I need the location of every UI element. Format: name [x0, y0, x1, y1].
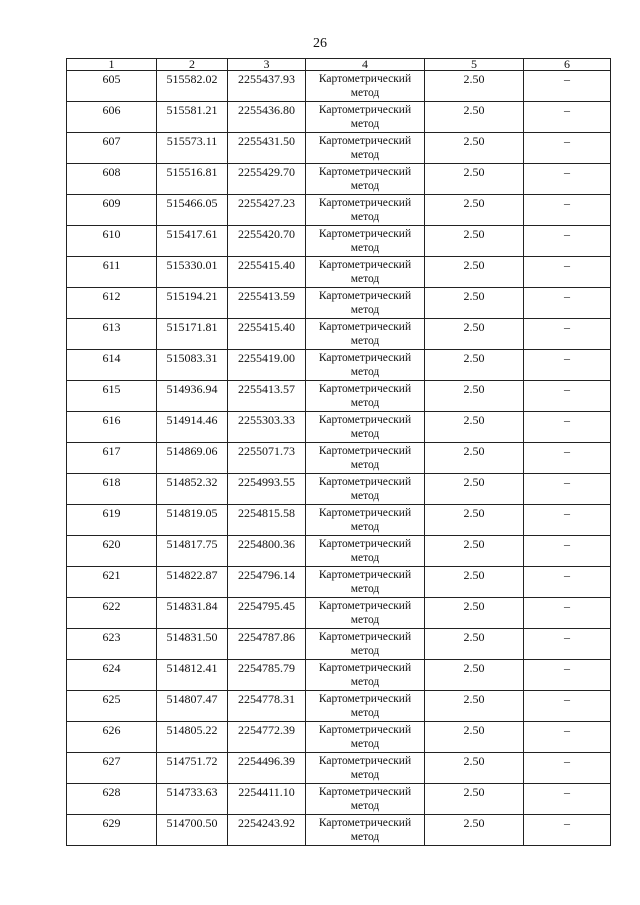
- cell-x-coordinate: 515581.21: [157, 102, 228, 133]
- column-header: 2: [157, 59, 228, 71]
- table-row: [67, 598, 611, 629]
- cell-y-coordinate: 2254785.79: [228, 660, 306, 691]
- cell-y-coordinate: 2255413.59: [228, 288, 306, 319]
- cell-point-number: 628: [67, 784, 157, 815]
- table-body: [67, 71, 611, 846]
- cell-point-number: 613: [67, 319, 157, 350]
- table-row: [67, 629, 611, 660]
- cell-method: Картометрический метод: [306, 815, 425, 846]
- cell-point-number: 625: [67, 691, 157, 722]
- cell-x-coordinate: 515417.61: [157, 226, 228, 257]
- cell-x-coordinate: 514831.84: [157, 598, 228, 629]
- cell-accuracy: 2.50: [425, 443, 524, 474]
- cell-point-number: 611: [67, 257, 157, 288]
- cell-note: –: [524, 412, 611, 443]
- cell-accuracy: 2.50: [425, 474, 524, 505]
- cell-y-coordinate: 2255437.93: [228, 71, 306, 102]
- cell-x-coordinate: 515171.81: [157, 319, 228, 350]
- cell-note: –: [524, 257, 611, 288]
- cell-point-number: 618: [67, 474, 157, 505]
- cell-accuracy: 2.50: [425, 722, 524, 753]
- coordinates-table: [66, 58, 611, 846]
- table-row: [67, 350, 611, 381]
- cell-method: Картометрический метод: [306, 722, 425, 753]
- table-header-row: [67, 59, 611, 71]
- cell-y-coordinate: 2254787.86: [228, 629, 306, 660]
- cell-method: Картометрический метод: [306, 536, 425, 567]
- cell-method: Картометрический метод: [306, 505, 425, 536]
- cell-x-coordinate: 514805.22: [157, 722, 228, 753]
- table-row: [67, 474, 611, 505]
- cell-point-number: 609: [67, 195, 157, 226]
- cell-method: Картометрический метод: [306, 350, 425, 381]
- cell-x-coordinate: 514807.47: [157, 691, 228, 722]
- cell-method: Картометрический метод: [306, 598, 425, 629]
- table-row: [67, 195, 611, 226]
- cell-note: –: [524, 567, 611, 598]
- cell-note: –: [524, 815, 611, 846]
- cell-note: –: [524, 381, 611, 412]
- table-row: [67, 691, 611, 722]
- cell-method: Картометрический метод: [306, 443, 425, 474]
- cell-y-coordinate: 2255436.80: [228, 102, 306, 133]
- cell-point-number: 608: [67, 164, 157, 195]
- cell-point-number: 610: [67, 226, 157, 257]
- cell-x-coordinate: 515083.31: [157, 350, 228, 381]
- cell-method: Картометрический метод: [306, 381, 425, 412]
- table-row: [67, 815, 611, 846]
- cell-x-coordinate: 515573.11: [157, 133, 228, 164]
- cell-method: Картометрический метод: [306, 784, 425, 815]
- cell-method: Картометрический метод: [306, 288, 425, 319]
- cell-x-coordinate: 514733.63: [157, 784, 228, 815]
- cell-y-coordinate: 2254772.39: [228, 722, 306, 753]
- cell-point-number: 619: [67, 505, 157, 536]
- cell-method: Картометрический метод: [306, 195, 425, 226]
- cell-accuracy: 2.50: [425, 536, 524, 567]
- cell-point-number: 629: [67, 815, 157, 846]
- cell-y-coordinate: 2255413.57: [228, 381, 306, 412]
- cell-point-number: 624: [67, 660, 157, 691]
- cell-method: Картометрический метод: [306, 102, 425, 133]
- cell-accuracy: 2.50: [425, 226, 524, 257]
- cell-note: –: [524, 722, 611, 753]
- cell-accuracy: 2.50: [425, 319, 524, 350]
- cell-note: –: [524, 71, 611, 102]
- table-row: [67, 133, 611, 164]
- column-header: 5: [425, 59, 524, 71]
- cell-accuracy: 2.50: [425, 133, 524, 164]
- table-row: [67, 412, 611, 443]
- cell-method: Картометрический метод: [306, 474, 425, 505]
- cell-x-coordinate: 514751.72: [157, 753, 228, 784]
- table-row: [67, 536, 611, 567]
- cell-y-coordinate: 2254411.10: [228, 784, 306, 815]
- page-number: 26: [313, 36, 327, 51]
- cell-note: –: [524, 350, 611, 381]
- cell-method: Картометрический метод: [306, 164, 425, 195]
- cell-y-coordinate: 2254815.58: [228, 505, 306, 536]
- cell-x-coordinate: 514852.32: [157, 474, 228, 505]
- table-row: [67, 784, 611, 815]
- cell-y-coordinate: 2254778.31: [228, 691, 306, 722]
- cell-note: –: [524, 598, 611, 629]
- cell-note: –: [524, 505, 611, 536]
- cell-point-number: 607: [67, 133, 157, 164]
- table-row: [67, 443, 611, 474]
- cell-point-number: 614: [67, 350, 157, 381]
- cell-point-number: 626: [67, 722, 157, 753]
- cell-x-coordinate: 514700.50: [157, 815, 228, 846]
- cell-y-coordinate: 2254496.39: [228, 753, 306, 784]
- cell-y-coordinate: 2255420.70: [228, 226, 306, 257]
- cell-method: Картометрический метод: [306, 567, 425, 598]
- cell-x-coordinate: 514914.46: [157, 412, 228, 443]
- column-header: 1: [67, 59, 157, 71]
- cell-x-coordinate: 514817.75: [157, 536, 228, 567]
- cell-x-coordinate: 514869.06: [157, 443, 228, 474]
- cell-point-number: 605: [67, 71, 157, 102]
- cell-note: –: [524, 226, 611, 257]
- cell-method: Картометрический метод: [306, 753, 425, 784]
- table-row: [67, 164, 611, 195]
- cell-method: Картометрический метод: [306, 319, 425, 350]
- cell-point-number: 622: [67, 598, 157, 629]
- cell-accuracy: 2.50: [425, 288, 524, 319]
- cell-accuracy: 2.50: [425, 412, 524, 443]
- cell-point-number: 616: [67, 412, 157, 443]
- cell-x-coordinate: 515330.01: [157, 257, 228, 288]
- cell-accuracy: 2.50: [425, 381, 524, 412]
- cell-accuracy: 2.50: [425, 164, 524, 195]
- cell-y-coordinate: 2255429.70: [228, 164, 306, 195]
- cell-x-coordinate: 515194.21: [157, 288, 228, 319]
- cell-x-coordinate: 514819.05: [157, 505, 228, 536]
- cell-method: Картометрический метод: [306, 133, 425, 164]
- table-row: [67, 288, 611, 319]
- table-row: [67, 257, 611, 288]
- cell-method: Картометрический метод: [306, 71, 425, 102]
- cell-x-coordinate: 515582.02: [157, 71, 228, 102]
- cell-x-coordinate: 514812.41: [157, 660, 228, 691]
- cell-y-coordinate: 2254800.36: [228, 536, 306, 567]
- cell-method: Картометрический метод: [306, 226, 425, 257]
- cell-accuracy: 2.50: [425, 195, 524, 226]
- cell-point-number: 617: [67, 443, 157, 474]
- cell-accuracy: 2.50: [425, 257, 524, 288]
- column-header: 3: [228, 59, 306, 71]
- table-row: [67, 660, 611, 691]
- cell-x-coordinate: 514822.87: [157, 567, 228, 598]
- cell-y-coordinate: 2254796.14: [228, 567, 306, 598]
- cell-note: –: [524, 629, 611, 660]
- cell-method: Картометрический метод: [306, 691, 425, 722]
- cell-note: –: [524, 660, 611, 691]
- cell-y-coordinate: 2254795.45: [228, 598, 306, 629]
- cell-y-coordinate: 2254993.55: [228, 474, 306, 505]
- column-header: 4: [306, 59, 425, 71]
- cell-x-coordinate: 515466.05: [157, 195, 228, 226]
- cell-x-coordinate: 514936.94: [157, 381, 228, 412]
- cell-note: –: [524, 536, 611, 567]
- cell-note: –: [524, 133, 611, 164]
- cell-point-number: 615: [67, 381, 157, 412]
- cell-y-coordinate: 2255415.40: [228, 257, 306, 288]
- cell-note: –: [524, 753, 611, 784]
- table-row: [67, 71, 611, 102]
- cell-y-coordinate: 2255431.50: [228, 133, 306, 164]
- cell-note: –: [524, 784, 611, 815]
- cell-y-coordinate: 2255419.00: [228, 350, 306, 381]
- cell-point-number: 623: [67, 629, 157, 660]
- cell-accuracy: 2.50: [425, 71, 524, 102]
- cell-note: –: [524, 164, 611, 195]
- cell-y-coordinate: 2255071.73: [228, 443, 306, 474]
- cell-accuracy: 2.50: [425, 660, 524, 691]
- table-row: [67, 722, 611, 753]
- cell-x-coordinate: 515516.81: [157, 164, 228, 195]
- cell-note: –: [524, 102, 611, 133]
- cell-accuracy: 2.50: [425, 350, 524, 381]
- cell-note: –: [524, 691, 611, 722]
- table-row: [67, 102, 611, 133]
- table-row: [67, 753, 611, 784]
- cell-y-coordinate: 2255415.40: [228, 319, 306, 350]
- cell-accuracy: 2.50: [425, 102, 524, 133]
- cell-y-coordinate: 2255427.23: [228, 195, 306, 226]
- table-row: [67, 319, 611, 350]
- cell-note: –: [524, 288, 611, 319]
- cell-method: Картометрический метод: [306, 629, 425, 660]
- cell-accuracy: 2.50: [425, 815, 524, 846]
- cell-note: –: [524, 474, 611, 505]
- cell-x-coordinate: 514831.50: [157, 629, 228, 660]
- cell-y-coordinate: 2255303.33: [228, 412, 306, 443]
- cell-accuracy: 2.50: [425, 691, 524, 722]
- cell-method: Картометрический метод: [306, 412, 425, 443]
- table-row: [67, 381, 611, 412]
- cell-accuracy: 2.50: [425, 753, 524, 784]
- cell-point-number: 606: [67, 102, 157, 133]
- cell-point-number: 621: [67, 567, 157, 598]
- cell-method: Картометрический метод: [306, 257, 425, 288]
- cell-y-coordinate: 2254243.92: [228, 815, 306, 846]
- table-row: [67, 567, 611, 598]
- table-row: [67, 505, 611, 536]
- cell-note: –: [524, 443, 611, 474]
- cell-point-number: 612: [67, 288, 157, 319]
- cell-accuracy: 2.50: [425, 784, 524, 815]
- column-header: 6: [524, 59, 611, 71]
- cell-note: –: [524, 319, 611, 350]
- cell-accuracy: 2.50: [425, 567, 524, 598]
- cell-accuracy: 2.50: [425, 598, 524, 629]
- table-row: [67, 226, 611, 257]
- cell-accuracy: 2.50: [425, 629, 524, 660]
- cell-accuracy: 2.50: [425, 505, 524, 536]
- cell-point-number: 627: [67, 753, 157, 784]
- cell-point-number: 620: [67, 536, 157, 567]
- cell-method: Картометрический метод: [306, 660, 425, 691]
- cell-note: –: [524, 195, 611, 226]
